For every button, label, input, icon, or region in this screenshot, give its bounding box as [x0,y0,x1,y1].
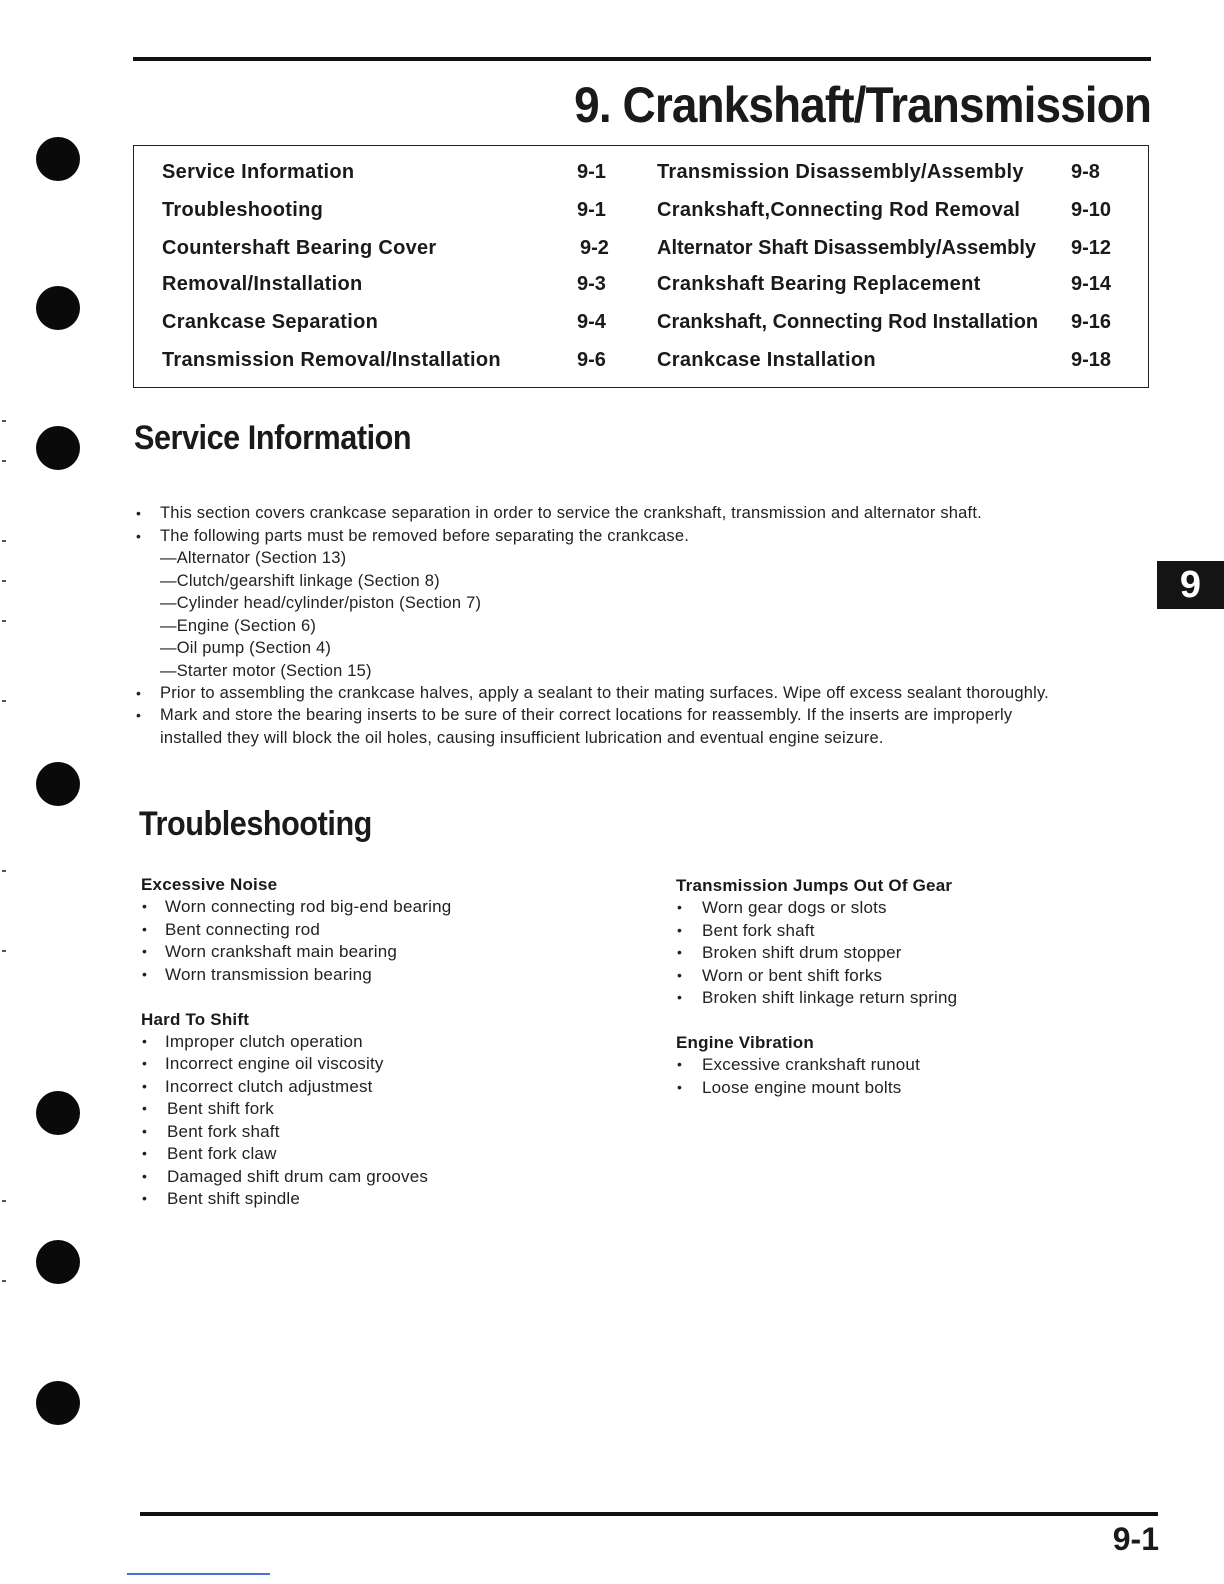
chapter-tab: 9 [1157,561,1224,609]
chapter-title: 9. Crankshaft/Transmission [574,77,1151,133]
scan-mark [2,950,6,952]
cause-item: Worn crankshaft main bearing [165,942,398,961]
bullet-mark: • [142,921,147,937]
bullet-mark: • [142,1145,147,1161]
removed-part: —Starter motor (Section 15) [160,662,372,680]
toc-entry-page: 9-8 [1071,161,1100,183]
footer-link-underline [127,1573,270,1575]
punch-hole [36,426,80,470]
bullet-mark: • [142,1100,147,1116]
bullet-mark: • [677,944,682,960]
toc-entry-page: 9-10 [1071,199,1112,221]
scan-mark [2,700,6,702]
cause-item: Bent fork claw [167,1144,277,1163]
toc-entry-page: 9-4 [577,311,606,333]
toc-entry-label: Alternator Shaft Disassembly/Assembly [657,237,1037,259]
bullet-mark: • [142,1190,147,1206]
symptom-heading: Engine Vibration [676,1033,814,1052]
toc-entry-label: Crankshaft Bearing Replacement [657,273,981,295]
removed-part: —Cylinder head/cylinder/piston (Section 7) [160,594,482,612]
bullet-mark: • [677,1079,682,1095]
bullet-mark: • [677,967,682,983]
scan-mark [2,1200,6,1202]
symptom-heading: Transmission Jumps Out Of Gear [676,876,953,895]
cause-item: Incorrect engine oil viscosity [165,1054,384,1073]
scan-mark [2,1280,6,1282]
bullet-mark: • [142,1168,147,1184]
removed-part: —Engine (Section 6) [160,617,317,635]
bullet-mark: • [136,528,141,544]
cause-item: Worn transmission bearing [165,965,372,984]
punch-hole [36,1240,80,1284]
scan-mark [2,580,6,582]
cause-item: Worn or bent shift forks [702,966,883,985]
toc-entry-page: 9-2 [580,237,609,259]
service-note-continued: installed they will block the oil holes, causing insufficient lubrication and eventual engine seizure. [160,729,884,747]
removed-part: —Oil pump (Section 4) [160,639,332,657]
toc-entry-page: 9-6 [577,349,606,371]
bullet-mark: • [136,505,141,521]
toc-entry-label: Transmission Disassembly/Assembly [657,161,1024,183]
symptom-heading: Hard To Shift [141,1010,250,1029]
service-info-heading: Service Information [134,419,412,457]
toc-entry-label: Transmission Removal/Installation [162,349,501,371]
service-note: Prior to assembling the crankcase halves, apply a sealant to their mating surfaces. Wipe off excess sealant thoroughly. [160,684,1049,702]
cause-item: Worn gear dogs or slots [702,898,887,917]
punch-hole [36,286,80,330]
cause-item: Excessive crankshaft runout [702,1055,920,1074]
bullet-mark: • [136,685,141,701]
troubleshooting-heading: Troubleshooting [139,805,372,843]
cause-item: Bent connecting rod [165,920,321,939]
bullet-mark: • [677,1056,682,1072]
scan-mark [2,460,6,462]
bullet-mark: • [142,1078,147,1094]
punch-hole [36,1381,80,1425]
toc-entry-label: Countershaft Bearing Cover [162,237,437,259]
scan-mark [2,620,6,622]
scan-mark [2,540,6,542]
bullet-mark: • [677,899,682,915]
punch-hole [36,762,80,806]
service-note: This section covers crankcase separation in order to service the crankshaft, transmission and alternator shaft. [160,504,982,522]
cause-item: Improper clutch operation [165,1032,363,1051]
bullet-mark: • [677,989,682,1005]
bullet-mark: • [142,1055,147,1071]
toc-entry-label: Service Information [162,161,355,183]
toc-entry-label: Removal/Installation [162,273,363,295]
scan-mark [2,420,6,422]
cause-item: Incorrect clutch adjustmest [165,1077,373,1096]
toc-entry-page: 9-18 [1071,349,1112,371]
bullet-mark: • [142,1033,147,1049]
symptom-heading: Excessive Noise [141,875,278,894]
removed-part: —Alternator (Section 13) [160,549,347,567]
service-note: The following parts must be removed before separating the crankcase. [160,527,690,545]
page-number: 9-1 [1112,1521,1159,1557]
bullet-mark: • [136,707,141,723]
bullet-mark: • [677,922,682,938]
toc-entry-page: 9-14 [1071,273,1112,295]
cause-item: Bent fork shaft [702,921,815,940]
cause-item: Worn connecting rod big-end bearing [165,897,452,916]
bullet-mark: • [142,1123,147,1139]
cause-item: Damaged shift drum cam grooves [167,1167,429,1186]
cause-item: Broken shift drum stopper [702,943,902,962]
toc-entry-page: 9-1 [577,161,606,183]
bullet-mark: • [142,966,147,982]
header-rule [133,57,1151,61]
toc-entry-page: 9-3 [577,273,606,295]
toc-entry-label: Crankshaft, Connecting Rod Installation [657,311,1039,333]
toc-entry-label: Crankshaft,Connecting Rod Removal [657,199,1021,221]
cause-item: Bent fork shaft [167,1122,280,1141]
cause-item: Broken shift linkage return spring [702,988,958,1007]
cause-item: Loose engine mount bolts [702,1078,902,1097]
toc-entry-label: Troubleshooting [162,199,324,221]
removed-part: —Clutch/gearshift linkage (Section 8) [160,572,440,590]
toc-entry-page: 9-16 [1071,311,1112,333]
cause-item: Bent shift fork [167,1099,274,1118]
service-note: Mark and store the bearing inserts to be sure of their correct locations for reassembly. If the inserts are improperly [160,706,1013,724]
toc-entry-label: Crankcase Separation [162,311,379,333]
punch-hole [36,1091,80,1135]
bullet-mark: • [142,898,147,914]
footer-rule [140,1512,1158,1516]
toc-entry-page: 9-1 [577,199,606,221]
scan-mark [2,870,6,872]
bullet-mark: • [142,943,147,959]
toc-entry-page: 9-12 [1071,237,1112,259]
punch-hole [36,137,80,181]
cause-item: Bent shift spindle [167,1189,301,1208]
toc-entry-label: Crankcase Installation [657,349,876,371]
